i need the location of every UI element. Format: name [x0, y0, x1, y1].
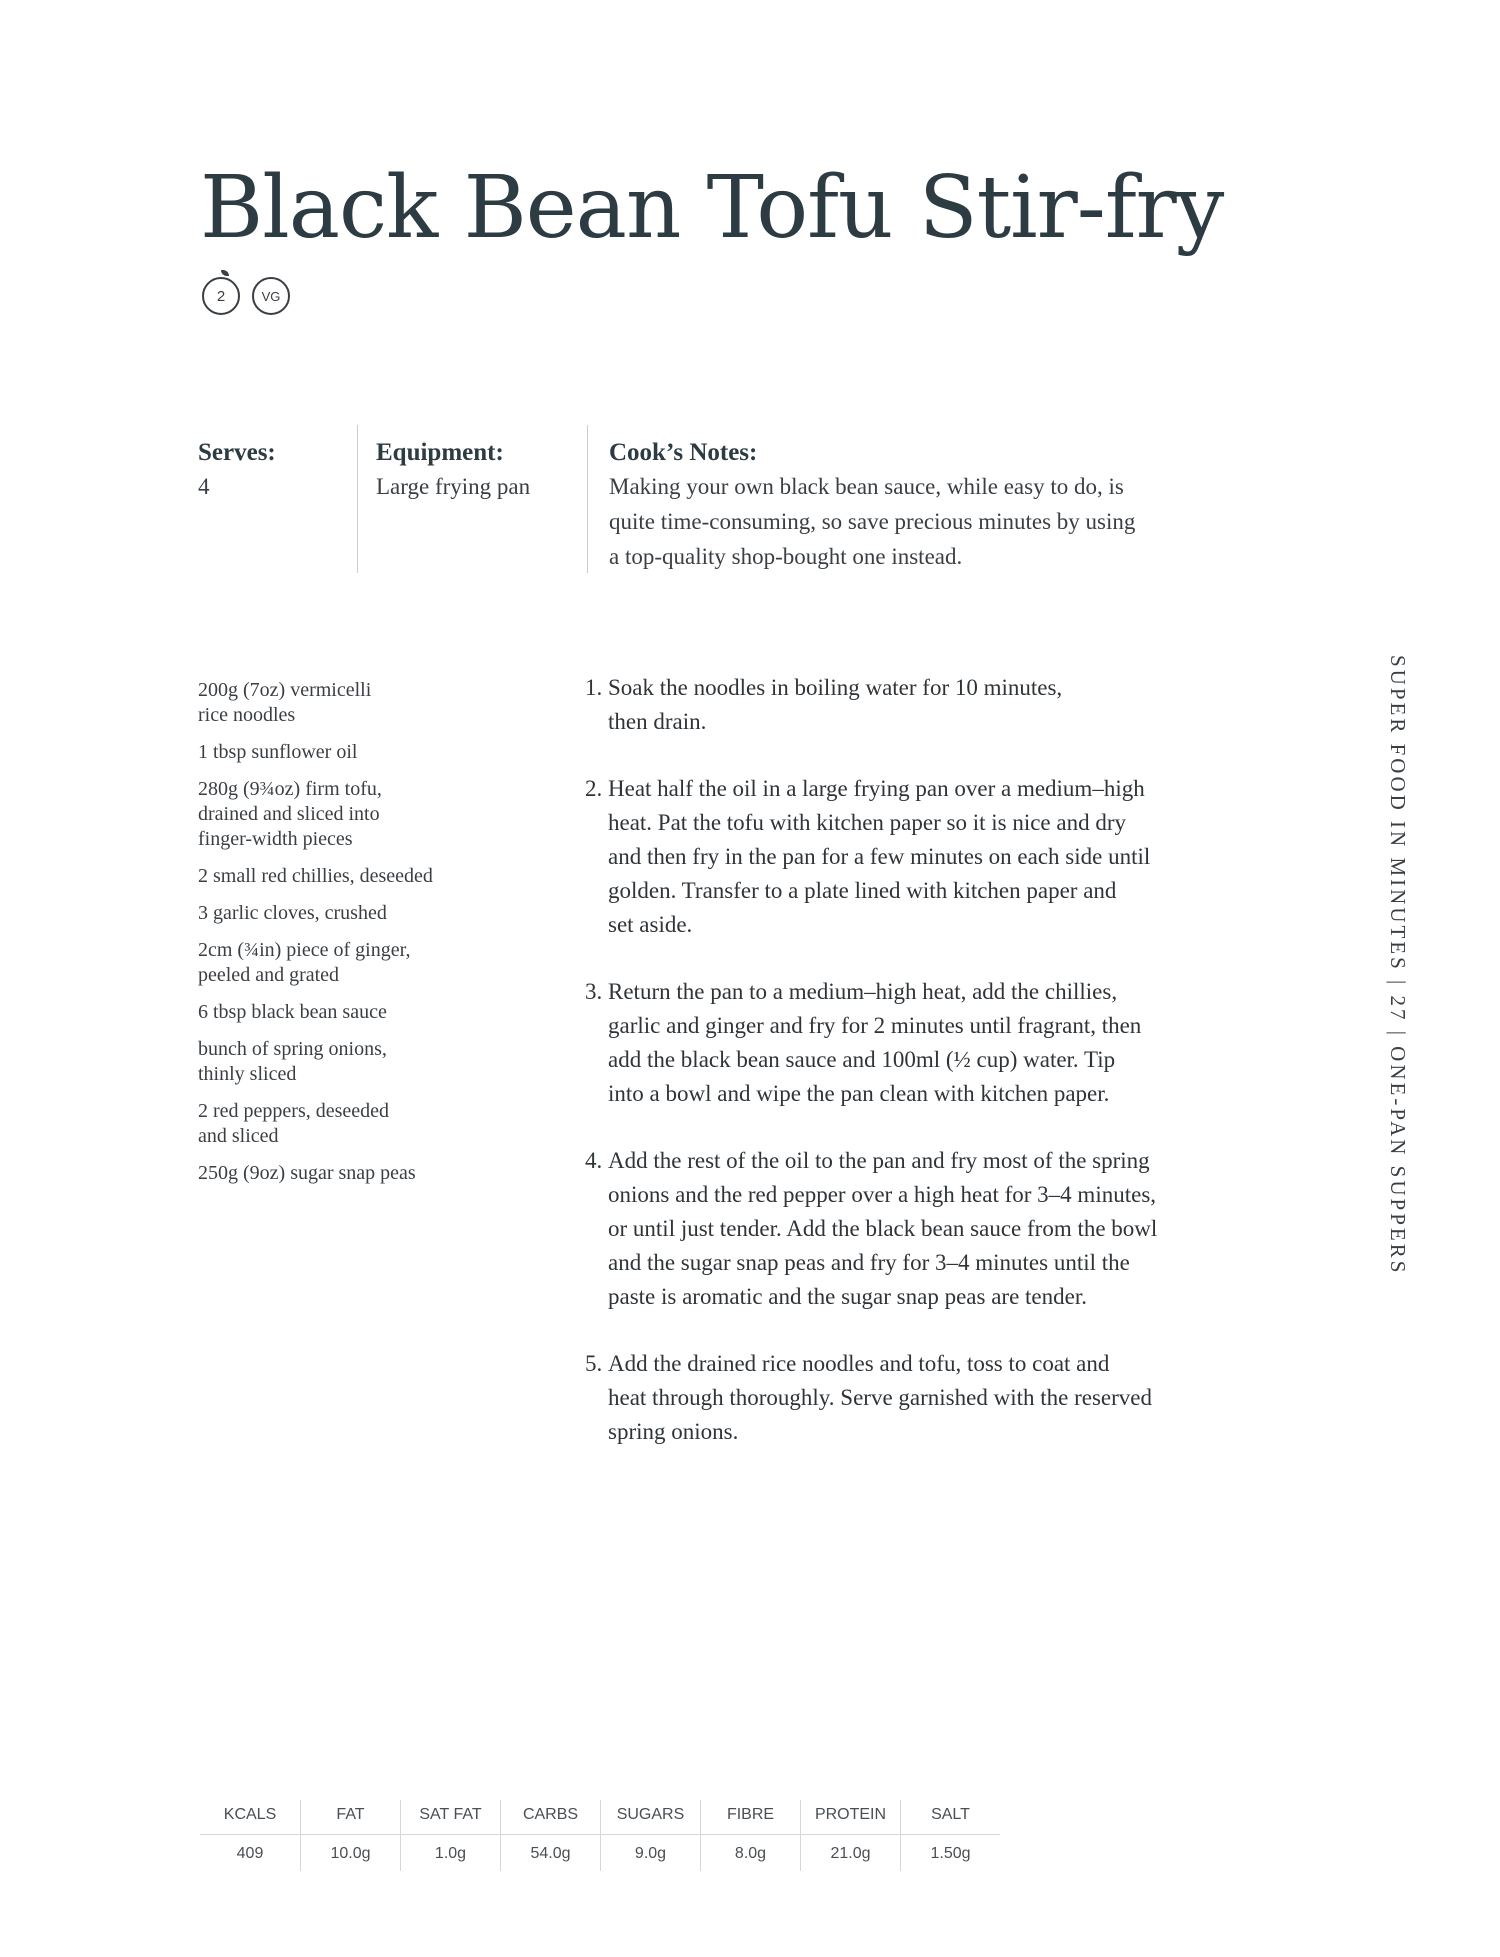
cooks-notes-block [609, 437, 1259, 574]
method-step [585, 671, 1265, 739]
nutrition-label: KCALS [223, 1806, 277, 1823]
notes-line: Making your own black bean sauce, while easy to do, is [609, 474, 1124, 499]
ingredients-list [198, 678, 518, 1198]
ingredient-line: finger-width pieces [198, 828, 353, 850]
recipe-title: Black Bean Tofu Stir-fry [200, 158, 1224, 258]
method-steps [585, 671, 1265, 1482]
nutrition-value-row [200, 1835, 1000, 1871]
ingredient-item [198, 1099, 518, 1149]
step-line: into a bowl and wipe the pan clean with kitchen paper. [608, 1081, 1110, 1106]
step-line: golden. Transfer to a plate lined with kitchen paper and [608, 878, 1117, 903]
ingredient-line: drained and sliced into [198, 803, 380, 825]
serves-label: Serves: [198, 439, 276, 466]
portion-count: 2 [216, 287, 226, 305]
ingredient-item [198, 777, 518, 852]
notes-line: a top-quality shop-bought one instead. [609, 544, 963, 569]
method-step [585, 1347, 1265, 1449]
step-text [608, 975, 1265, 1111]
diet-badges [202, 277, 290, 315]
step-line: onions and the red pepper over a high heat for 3–4 minutes, [608, 1182, 1157, 1207]
nutrition-value: 1.0g [400, 1835, 500, 1871]
step-line: garlic and ginger and fry for 2 minutes until fragrant, then [608, 1013, 1142, 1038]
step-line: Add the drained rice noodles and tofu, toss to coat and [608, 1351, 1110, 1376]
step-line: and the sugar snap peas and fry for 3–4 minutes until the [608, 1250, 1130, 1275]
ingredient-line: 6 tbsp black bean sauce [198, 1001, 387, 1023]
method-step [585, 1144, 1265, 1314]
vegan-label: VG [261, 288, 281, 304]
nutrition-value: 9.0g [600, 1835, 700, 1871]
serves-block [198, 437, 276, 504]
nutrition-label: SALT [900, 1800, 1000, 1834]
vegan-badge [252, 277, 290, 315]
method-step [585, 772, 1265, 942]
nutrition-label: SAT FAT [400, 1800, 500, 1834]
nutrition-value: 54.0g [500, 1835, 600, 1871]
ingredient-line: bunch of spring onions, [198, 1038, 387, 1060]
ingredient-line: 200g (7oz) vermicelli [198, 679, 372, 701]
step-line: and then fry in the pan for a few minutes on each side until [608, 844, 1151, 869]
ingredient-line: 1 tbsp sunflower oil [198, 741, 358, 763]
ingredient-line: 280g (9¾oz) firm tofu, [198, 778, 382, 800]
ingredient-line: 2 red peppers, deseeded [198, 1100, 390, 1122]
ingredient-item [198, 740, 518, 765]
notes-label: Cook’s Notes: [609, 439, 758, 466]
step-line: add the black bean sauce and 100ml (½ cup) water. Tip [608, 1047, 1116, 1072]
ingredient-line: rice noodles [198, 704, 296, 726]
ingredient-item [198, 1161, 518, 1186]
ingredient-item [198, 1000, 518, 1025]
nutrition-label: FIBRE [700, 1800, 800, 1834]
nutrition-value: 409 [236, 1845, 264, 1862]
ingredient-line: thinly sliced [198, 1063, 297, 1085]
step-number: 1. [585, 675, 603, 700]
step-text [608, 671, 1265, 739]
step-text [608, 1144, 1265, 1314]
step-text [608, 772, 1265, 942]
ingredient-line: 2 small red chillies, deseeded [198, 865, 433, 887]
notes-line: quite time-consuming, so save precious minutes by using [609, 509, 1136, 534]
column-divider [587, 425, 588, 573]
step-text [608, 1347, 1265, 1449]
nutrition-value: 21.0g [800, 1835, 900, 1871]
ingredient-line: peeled and grated [198, 964, 340, 986]
nutrition-label: CARBS [500, 1800, 600, 1834]
step-line: Return the pan to a medium–high heat, add the chillies, [608, 979, 1118, 1004]
step-number: 2. [585, 776, 603, 801]
step-line: Heat half the oil in a large frying pan over a medium–high [608, 776, 1145, 801]
nutrition-label: SUGARS [600, 1800, 700, 1834]
step-number: 3. [585, 979, 603, 1004]
method-step [585, 975, 1265, 1111]
step-line: or until just tender. Add the black bean sauce from the bowl [608, 1216, 1158, 1241]
step-line: paste is aromatic and the sugar snap peas are tender. [608, 1284, 1087, 1309]
running-header: SUPER FOOD IN MINUTES | 27 | ONE-PAN SUPPERS [1386, 655, 1410, 1276]
nutrition-table [200, 1800, 1000, 1871]
step-number: 5. [585, 1351, 603, 1376]
nutrition-value: 1.50g [900, 1835, 1000, 1871]
ingredient-item [198, 864, 518, 889]
step-line: spring onions. [608, 1419, 739, 1444]
ingredient-item [198, 1037, 518, 1087]
nutrition-header-row [200, 1800, 1000, 1835]
ingredient-line: 250g (9oz) sugar snap peas [198, 1162, 416, 1184]
ingredient-line: 3 garlic cloves, crushed [198, 902, 387, 924]
step-number: 4. [585, 1148, 603, 1173]
ingredient-line: 2cm (¾in) piece of ginger, [198, 939, 411, 961]
apple-icon [202, 277, 240, 315]
ingredient-item [198, 938, 518, 988]
equipment-label: Equipment: [376, 439, 504, 466]
step-line: set aside. [608, 912, 693, 937]
equipment-block [376, 437, 530, 504]
nutrition-value: 8.0g [700, 1835, 800, 1871]
step-line: heat. Pat the tofu with kitchen paper so it is nice and dry [608, 810, 1127, 835]
nutrition-label: PROTEIN [800, 1800, 900, 1834]
leaf-icon [221, 270, 229, 276]
column-divider [357, 425, 358, 573]
nutrition-value: 10.0g [300, 1835, 400, 1871]
step-line: Add the rest of the oil to the pan and fry most of the spring [608, 1148, 1150, 1173]
step-line: then drain. [608, 709, 707, 734]
ingredient-item [198, 678, 518, 728]
step-line: Soak the noodles in boiling water for 10 minutes, [608, 675, 1063, 700]
ingredient-item [198, 901, 518, 926]
ingredient-line: and sliced [198, 1125, 279, 1147]
equipment-value: Large frying pan [376, 474, 531, 499]
serves-value: 4 [198, 474, 210, 499]
step-line: heat through thoroughly. Serve garnished with the reserved [608, 1385, 1152, 1410]
nutrition-label: FAT [300, 1800, 400, 1834]
